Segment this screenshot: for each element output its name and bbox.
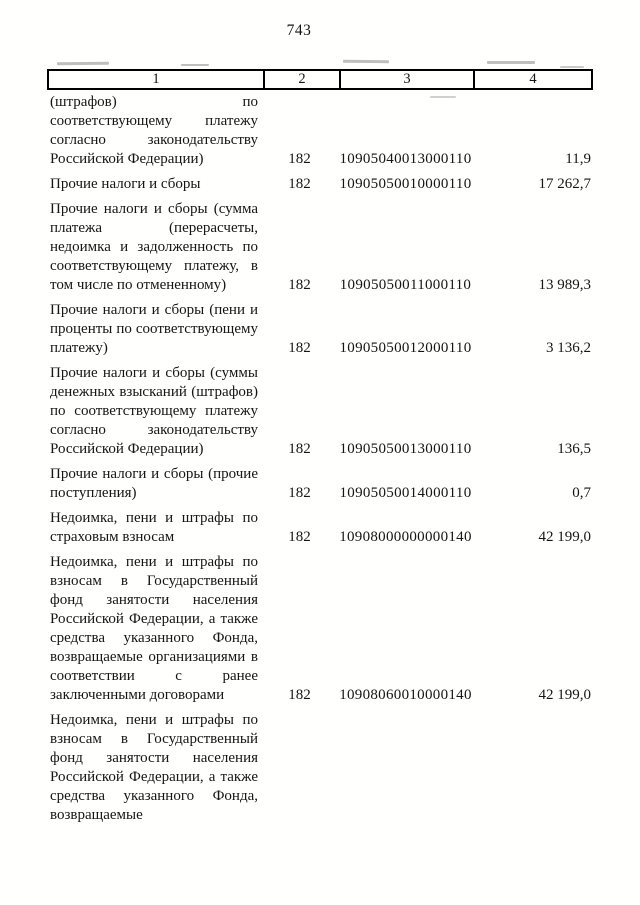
row-admin-code: 182 xyxy=(288,340,311,356)
row-amount: 0,7 xyxy=(572,485,591,501)
table-row xyxy=(47,93,593,169)
row-budget-code: 10905050011000110 xyxy=(339,277,472,293)
row-admin-code: 182 xyxy=(288,529,311,545)
scan-smudge xyxy=(181,64,209,66)
row-budget-code: 10905050010000110 xyxy=(339,176,472,192)
revenue-codes-table xyxy=(47,69,593,825)
row-admin-code: 182 xyxy=(288,485,311,501)
row-amount: 136,5 xyxy=(557,441,591,457)
table-row xyxy=(47,301,593,358)
table-row xyxy=(47,711,593,825)
row-amount: 42 199,0 xyxy=(538,529,591,545)
table-body xyxy=(47,93,593,825)
table-row xyxy=(47,200,593,295)
column-header-4: 4 xyxy=(473,71,591,88)
table-row xyxy=(47,509,593,547)
row-admin-code: 182 xyxy=(288,277,311,293)
row-amount: 17 262,7 xyxy=(538,176,591,192)
row-description: Недоимка, пени и штрафы по взносам в Государственный фонд занятости населения Российской Федерации, а также средства указанного Фонда, возвращаемые xyxy=(50,712,258,823)
table-row xyxy=(47,465,593,503)
table-row xyxy=(47,175,593,194)
table-row xyxy=(47,553,593,705)
row-budget-code: 10905040013000110 xyxy=(339,151,472,167)
row-budget-code: 10905050012000110 xyxy=(339,340,472,356)
row-description: (штрафов) по соответствующему платежу согласно законодательству Российской Федерации) xyxy=(50,94,258,167)
row-description: Недоимка, пени и штрафы по страховым взносам xyxy=(50,510,258,545)
row-budget-code: 10908000000000140 xyxy=(339,529,472,545)
scan-smudge xyxy=(560,66,584,68)
scan-smudge xyxy=(57,62,109,66)
row-budget-code: 10905050013000110 xyxy=(339,441,472,457)
column-header-1: 1 xyxy=(152,71,160,87)
scan-smudge xyxy=(487,61,535,64)
row-amount: 11,9 xyxy=(565,151,591,167)
row-budget-code: 10908060010000140 xyxy=(339,687,472,703)
row-description: Прочие налоги и сборы (суммы денежных взысканий (штрафов) по соответствующему платежу согласно законодательству Российской Федерации) xyxy=(50,365,258,457)
row-amount: 42 199,0 xyxy=(538,687,591,703)
row-description: Прочие налоги и сборы (сумма платежа (перерасчеты, недоимка и задолженность по соответствующему платежу, в том числе по отмененному) xyxy=(50,201,258,293)
row-budget-code: 10905050014000110 xyxy=(339,485,472,501)
row-amount: 3 136,2 xyxy=(546,340,591,356)
page-number: 743 xyxy=(286,22,312,39)
row-admin-code: 182 xyxy=(288,176,311,192)
row-admin-code: 182 xyxy=(288,687,311,703)
column-header-3: 3 xyxy=(339,71,473,88)
row-description: Прочие налоги и сборы (пени и проценты по соответствующему платежу) xyxy=(50,302,258,356)
row-description: Недоимка, пени и штрафы по взносам в Государственный фонд занятости населения Российской Федерации, а также средства указанного Фонда, возвращаемые организациями в соответствии с ранее заключенными договорами xyxy=(50,554,258,703)
row-amount: 13 989,3 xyxy=(538,277,591,293)
row-admin-code: 182 xyxy=(288,151,311,167)
row-description: Прочие налоги и сборы xyxy=(50,176,201,192)
row-admin-code: 182 xyxy=(288,441,311,457)
table-header-row xyxy=(47,69,593,90)
row-description: Прочие налоги и сборы (прочие поступления) xyxy=(50,466,258,501)
scan-smudge xyxy=(343,60,389,63)
table-row xyxy=(47,364,593,459)
column-header-2: 2 xyxy=(263,71,339,88)
